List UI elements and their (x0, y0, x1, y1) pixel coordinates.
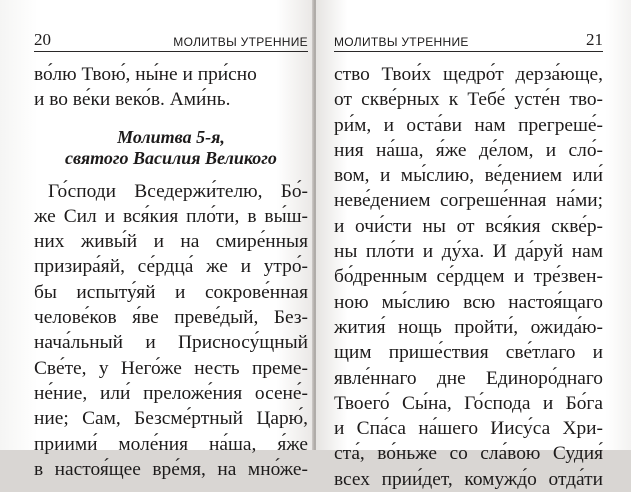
text-line: явле́ннаго дне Единоро́днаго (334, 367, 603, 389)
text-line: жития́ нощь пройти́, ожида́ю- (334, 316, 603, 338)
text-line: ство Твои́х щедро́т дерза́юще, (334, 64, 603, 85)
prayer-title (34, 127, 308, 169)
text-line: и Спа́са на́шего Иису́са Хри- (334, 418, 603, 440)
text-line: всех прии́дет, комужд́о отда́ти (334, 468, 603, 490)
text-line: ри́м, и оста́ви нам прегреше́- (334, 114, 603, 136)
text-line: неве́дением согреше́нная на́ми; (334, 190, 603, 212)
text-line: бы испыту́яй и сокрове́нная (34, 281, 308, 303)
left-page-header (34, 26, 308, 52)
text-line: ста́, во́ньже со сла́вою Судия́ (334, 443, 603, 465)
text-line: челове́ков я́ве преве́дый, Без- (34, 307, 308, 329)
text-line: ние; Сам, Безсме́ртный Царю́, (34, 408, 308, 430)
text-line: Твоего́ Сы́на, Го́спода и Бо́га (334, 392, 603, 414)
text-line: нача́льный и Присносу́щный (34, 332, 308, 354)
right-page (316, 0, 631, 490)
left-page (0, 0, 314, 480)
text-line: бо́дренным се́рдцем и тре́звен- (334, 266, 603, 288)
running-head: МОЛИТВЫ УТРЕННИЕ (334, 35, 469, 49)
left-page-text (34, 62, 308, 482)
text-line: от скве́рных к Тебе́ усте́н тво- (334, 89, 603, 111)
text-line: Све́те, у Него́же несть преме- (34, 357, 308, 379)
text-line: призира́яй, се́рдца́ же и утро́- (34, 256, 308, 278)
text-line: и во ве́ки веко́в. Ами́нь. (34, 89, 231, 111)
page-number: 21 (586, 30, 603, 49)
prayer-title-line: Молитва 5-я, (117, 126, 225, 147)
text-line: в настоя́щее вре́мя, на мно́же- (34, 458, 308, 480)
text-line: во́лю Твою́, ны́не и при́сно (34, 64, 257, 85)
text-line: и очи́сти ны от вся́кия скве́р- (334, 215, 603, 237)
text-line: щим прише́ствия све́тлаго и (334, 342, 603, 364)
right-page-header (334, 26, 603, 52)
text-line: Го́споди Вседержи́телю, Бо́- (48, 180, 308, 202)
text-line: ною мы́слию всю настоя́щаго (334, 291, 603, 313)
running-head: МОЛИТВЫ УТРЕННИЕ (173, 35, 308, 49)
text-line: не́ние, или́ преложе́ния осене́- (34, 382, 308, 404)
text-line: вом, и мы́слию, ве́дением или́ (334, 165, 603, 187)
page-number: 20 (34, 30, 51, 49)
text-line: ния на́ша, я́же де́лом, и сло́- (334, 139, 603, 161)
prayer-subtitle-line: святого Василия Великого (65, 147, 277, 168)
text-line: приими́ моле́ния на́ша, я́же (34, 433, 308, 455)
text-line: ны пло́ти и ду́ха. И да́руй нам (334, 241, 603, 263)
text-line: них живы́й и на смире́нныя (34, 231, 308, 253)
right-page-text (334, 62, 603, 492)
text-line: же Сил и вся́кия пло́ти, в вы́ш- (34, 205, 308, 227)
